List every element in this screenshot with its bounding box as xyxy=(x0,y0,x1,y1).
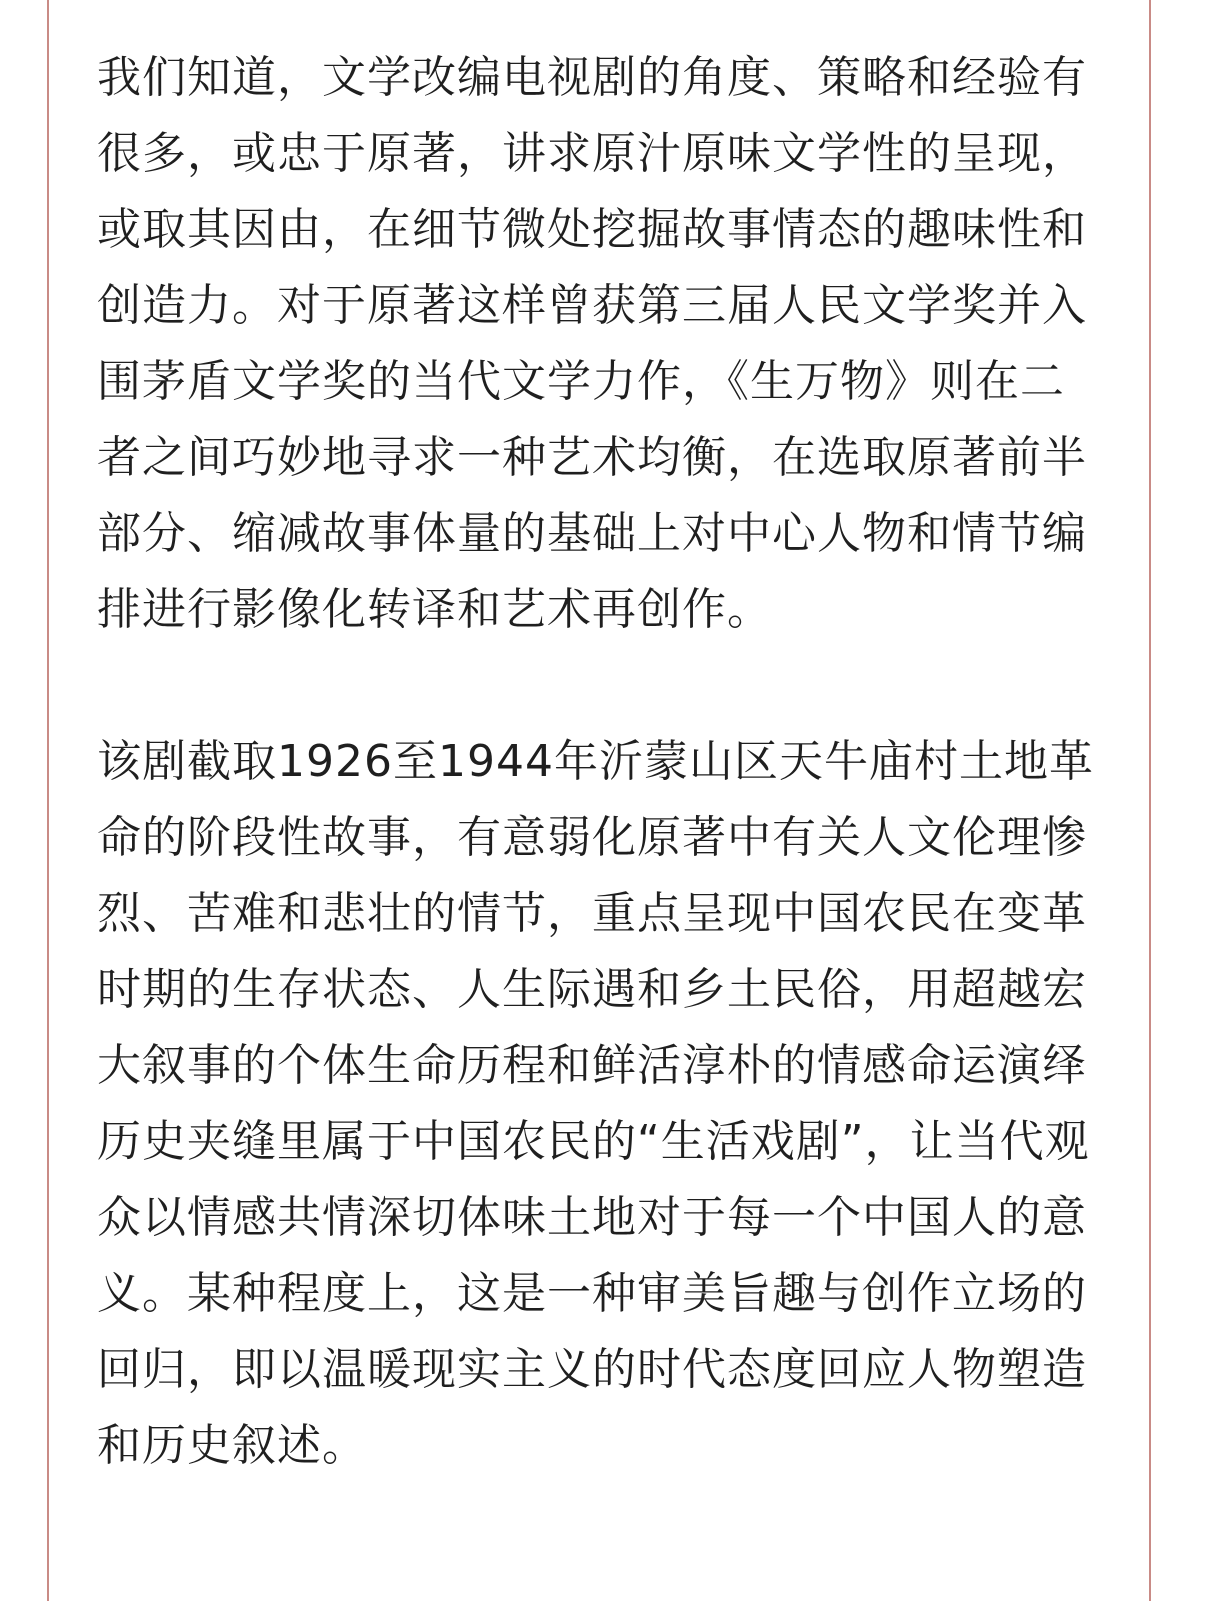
right-border-line xyxy=(1149,0,1151,1601)
paragraph-1: 我们知道，文学改编电视剧的角度、策略和经验有很多，或忠于原著，讲求原汁原味文学性的呈现，或取其因由，在细节微处挖掘故事情态的趣味性和创造力。对于原著这样曾获第三届人民文学奖并入围茅盾文学奖的当代文学力作，《生万物》则在二者之间巧妙地寻求一种艺术均衡，在选取原著前半部分、缩减故事体量的基础上对中心人物和情节编排进行影像化转译和艺术再创作。 xyxy=(97,52,1087,635)
article-body xyxy=(97,40,1097,1484)
paragraph-2: 该剧截取1926至1944年沂蒙山区天牛庙村土地革命的阶段性故事，有意弱化原著中有关人文伦理惨烈、苦难和悲壮的情节，重点呈现中国农民在变革时期的生存状态、人生际遇和乡土民俗，用超越宏大叙事的个体生命历程和鲜活淳朴的情感命运演绎历史夹缝里属于中国农民的“生活戏剧”，让当代观众以情感共情深切体味土地对于每一个中国人的意义。某种程度上，这是一种审美旨趣与创作立场的回归，即以温暖现实主义的时代态度回应人物塑造和历史叙述。 xyxy=(97,736,1094,1471)
left-border-line xyxy=(47,0,49,1601)
